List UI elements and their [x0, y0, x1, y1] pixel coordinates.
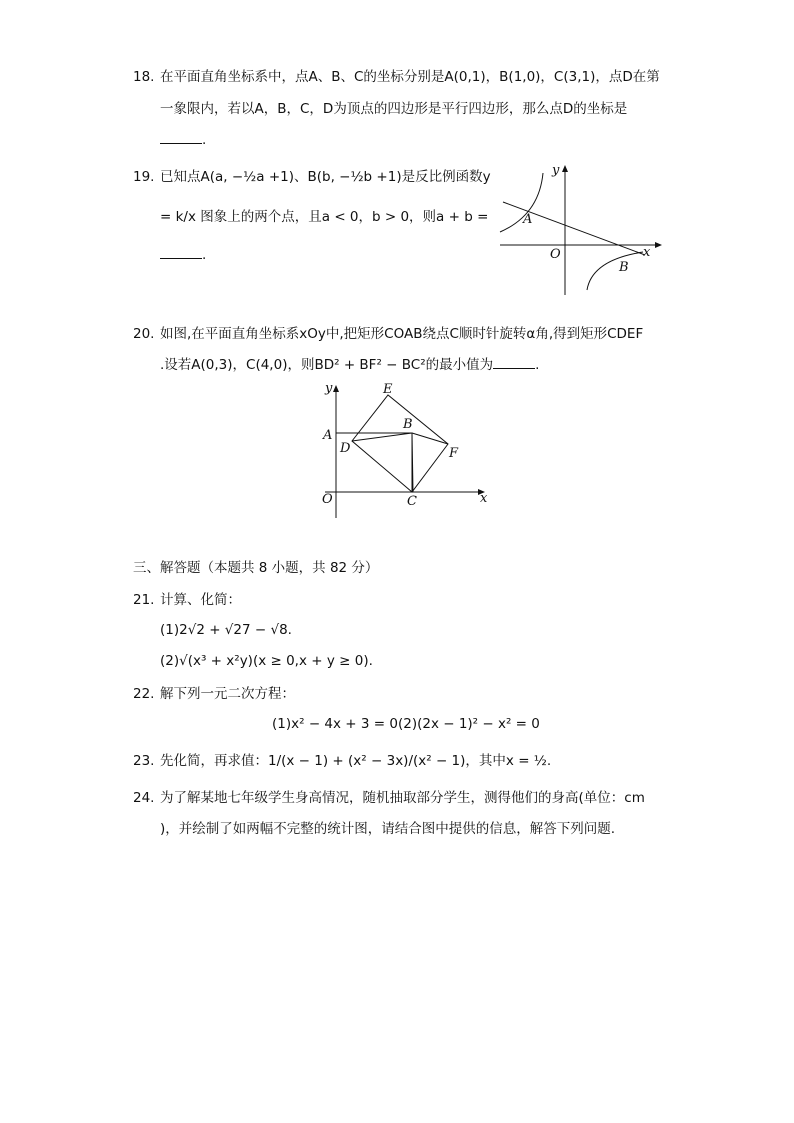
label-o: O	[322, 492, 333, 507]
label-x: x	[643, 245, 651, 260]
x-axis-arrow	[655, 242, 662, 248]
question-text-line: 一象限内，若以A，B，C，D为顶点的四边形是平行四边形，那么点D的坐标是	[160, 101, 628, 117]
label-d: D	[340, 441, 351, 456]
y-axis-arrow	[333, 385, 339, 392]
answer-line	[160, 246, 206, 264]
label-y: y	[552, 163, 560, 178]
question-text-line: 在平面直角坐标系中，点A、B、C的坐标分别是A(0,1)，B(1,0)，C(3,1)，点D在第	[160, 69, 660, 85]
question-number: 23.	[133, 753, 155, 769]
question-number: 19.	[133, 169, 155, 185]
hyperbola-branch-lower	[587, 252, 643, 290]
q20-figure	[310, 378, 500, 520]
question-text: 解下列一元二次方程：	[160, 686, 295, 702]
question-number: 24.	[133, 790, 155, 806]
answer-blank[interactable]	[160, 131, 202, 144]
answer-blank[interactable]	[160, 246, 202, 259]
question-text-line: )，并绘制了如两幅不完整的统计图，请结合图中提供的信息，解答下列问题.	[160, 821, 616, 837]
question-text-line: 为了解某地七年级学生身高情况，随机抽取部分学生，测得他们的身高(单位：cm	[160, 790, 645, 806]
answer-blank[interactable]	[493, 356, 535, 369]
sub-question-2: (2)√(x³ + x²y)(x ≥ 0,x + y ≥ 0).	[160, 653, 373, 669]
question-text-line: = k/x 图象上的两个点，且a < 0，b > 0，则a + b =	[160, 209, 489, 225]
segment-bf	[412, 433, 448, 444]
period: .	[202, 247, 207, 263]
y-axis-arrow	[562, 165, 568, 172]
question-number: 21.	[133, 592, 155, 608]
label-a: A	[323, 428, 333, 443]
rectangle-cdef	[352, 395, 448, 492]
label-x: x	[480, 491, 488, 506]
label-f: F	[449, 446, 459, 461]
question-text-line	[160, 356, 539, 374]
q19-figure	[495, 160, 665, 300]
equation: (1)x² − 4x + 3 = 0(2)(2x − 1)² − x² = 0	[272, 716, 540, 732]
label-b: B	[619, 260, 629, 275]
question-text: .设若A(0,3)，C(4,0)，则BD² + BF² − BC²的最小值为	[160, 357, 494, 373]
label-a: A	[523, 212, 533, 227]
question-text: 计算、化简：	[160, 592, 241, 608]
question-text: 先化简，再求值：1/(x − 1) + (x² − 3x)/(x² − 1)，其中x = ½.	[160, 753, 552, 769]
label-o: O	[550, 247, 561, 262]
question-number: 20.	[133, 326, 155, 342]
label-e: E	[383, 382, 393, 397]
period: .	[202, 132, 207, 148]
question-text-line: 已知点A(a, −½a +1)、B(b, −½b +1)是反比例函数y	[160, 169, 491, 185]
answer-line	[160, 131, 206, 149]
question-number: 22.	[133, 686, 155, 702]
sub-question-1: (1)2√2 + √27 − √8.	[160, 622, 292, 638]
period: .	[535, 357, 540, 373]
label-c: C	[407, 494, 417, 509]
section-title: 三、解答题（本题共 8 小题，共 82 分）	[133, 560, 379, 576]
question-number: 18.	[133, 69, 155, 85]
hyperbola-branch-upper	[500, 173, 543, 232]
question-text-line: 如图,在平面直角坐标系xOy中,把矩形COAB绕点C顺时针旋转α角,得到矩形CDEF	[160, 326, 644, 342]
label-b: B	[403, 417, 413, 432]
linear-function-line	[503, 202, 645, 255]
label-y: y	[325, 381, 333, 396]
segment-bd	[352, 433, 412, 441]
